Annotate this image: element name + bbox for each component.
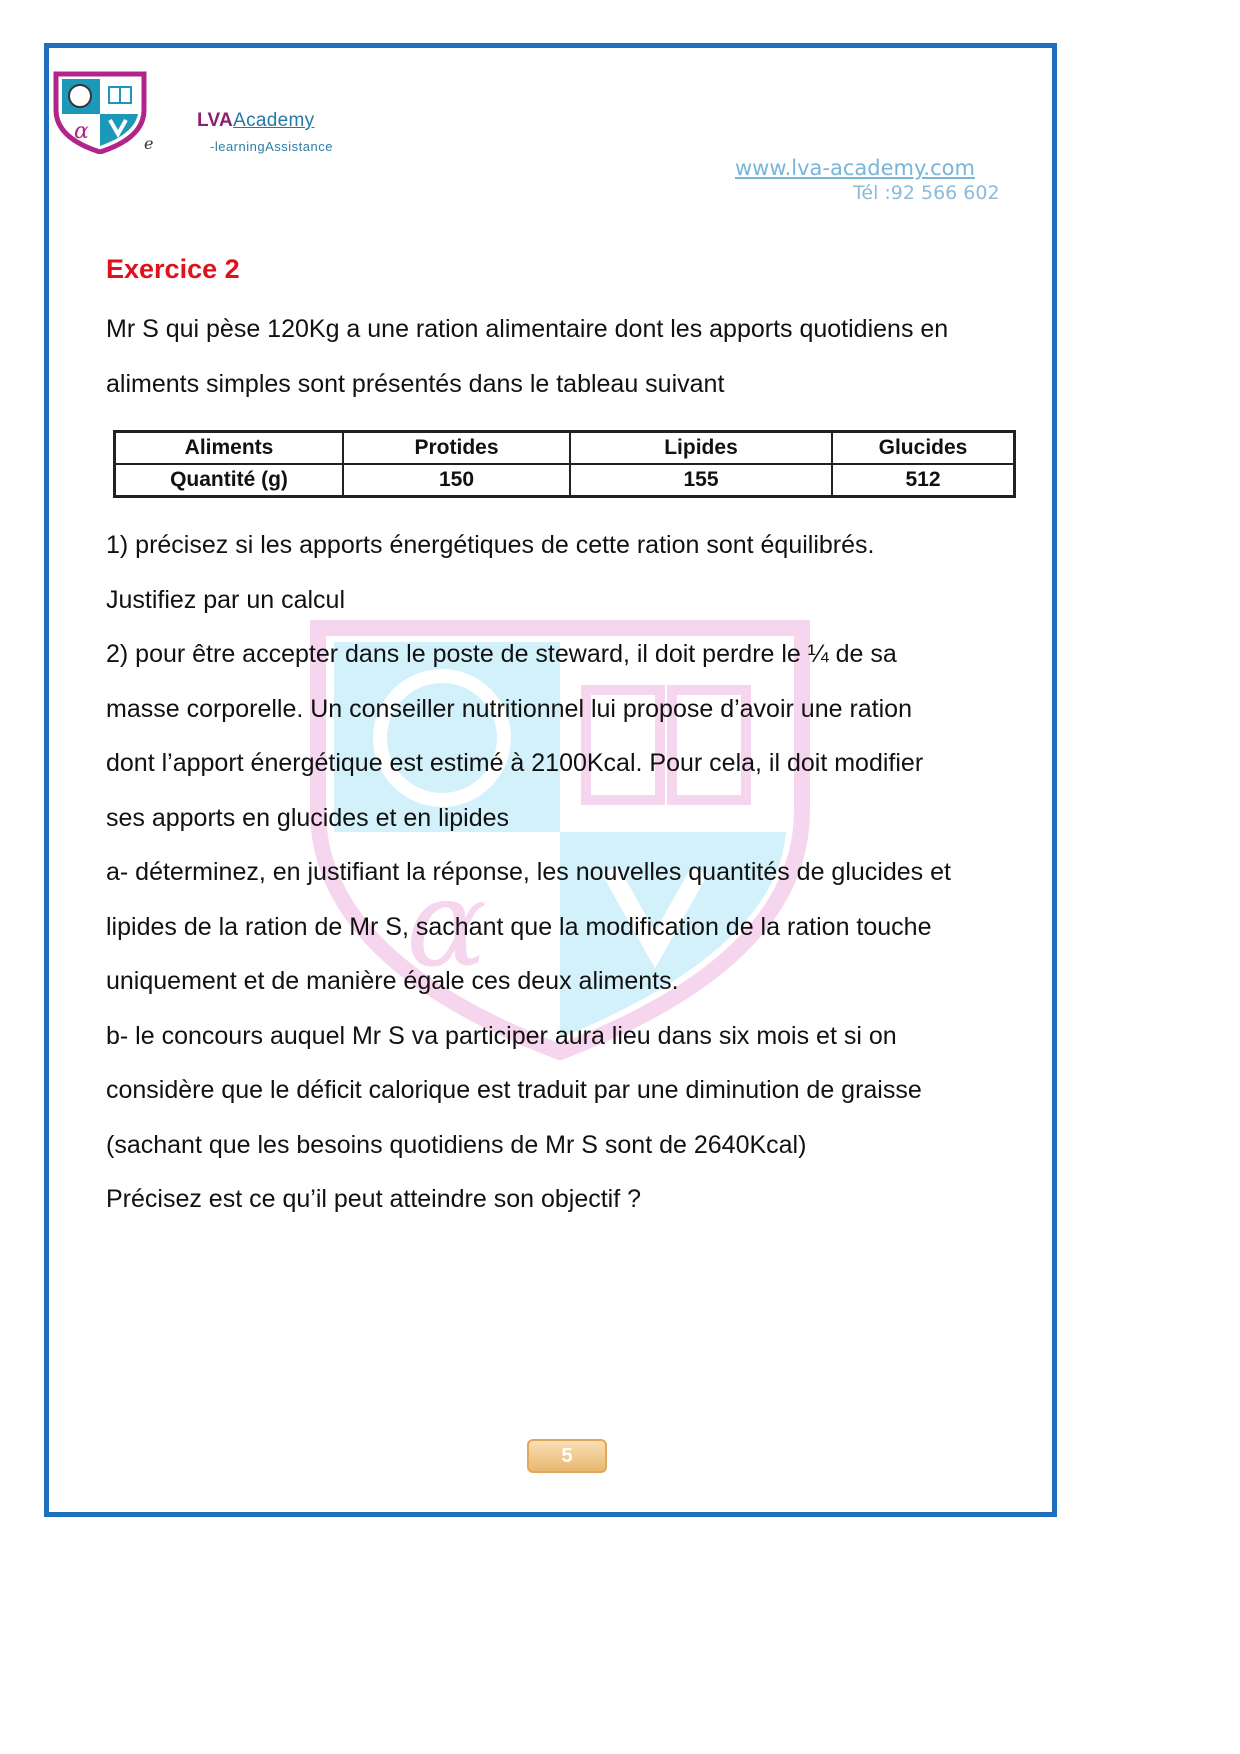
exercise-title: Exercice 2	[106, 254, 240, 284]
question-line: uniquement et de manière égale ces deux aliments.	[106, 967, 679, 995]
table-cell: 512	[832, 464, 1015, 497]
table-header-cell: Aliments	[115, 432, 344, 465]
nutrient-table	[113, 430, 1016, 498]
question-line: a- déterminez, en justifiant la réponse, les nouvelles quantités de glucides et	[106, 858, 951, 886]
question-line: (sachant que les besoins quotidiens de Mr S sont de 2640Kcal)	[106, 1131, 807, 1159]
question-line: 1) précisez si les apports énergétiques de cette ration sont équilibrés.	[106, 531, 875, 559]
table-header-cell: Protides	[343, 432, 570, 465]
lva-academy-logo	[52, 70, 148, 154]
question-line: lipides de la ration de Mr S, sachant que la modification de la ration touche	[106, 913, 932, 941]
intro-line: Mr S qui pèse 120Kg a une ration alimentaire dont les apports quotidiens en	[106, 315, 949, 343]
question-line: dont l’apport énergétique est estimé à 2100Kcal. Pour cela, il doit modifier	[106, 749, 924, 777]
svg-text:α: α	[74, 119, 89, 144]
logo-letter: e	[144, 134, 154, 153]
question-line: ses apports en glucides et en lipides	[106, 804, 510, 832]
table-cell: 150	[343, 464, 570, 497]
brand-academy: Academy	[233, 110, 315, 131]
brand-name	[197, 110, 314, 132]
question-line: Précisez est ce qu’il peut atteindre son objectif ?	[106, 1185, 642, 1213]
svg-text:α: α	[406, 855, 488, 994]
table-header-row	[115, 432, 1015, 465]
question-line: Justifiez par un calcul	[106, 586, 346, 614]
brand-subtitle: -learningAssistance	[210, 139, 333, 154]
phone-number: Tél :92 566 602	[853, 182, 1000, 204]
table-row	[115, 464, 1015, 497]
intro-line: aliments simples sont présentés dans le tableau suivant	[106, 370, 725, 398]
table-header-cell: Lipides	[570, 432, 832, 465]
table-header-cell: Glucides	[832, 432, 1015, 465]
question-line: masse corporelle. Un conseiller nutritionnel lui propose d’avoir une ration	[106, 695, 912, 723]
website-link[interactable]: www.lva-academy.com	[735, 156, 975, 180]
brand-lva: LVA	[197, 110, 234, 131]
page-number-badge: 5	[527, 1439, 607, 1473]
table-cell: 155	[570, 464, 832, 497]
table-cell: Quantité (g)	[115, 464, 344, 497]
question-line: b- le concours auquel Mr S va participer aura lieu dans six mois et si on	[106, 1022, 897, 1050]
question-line: 2) pour être accepter dans le poste de steward, il doit perdre le ¼ de sa	[106, 640, 897, 668]
question-line: considère que le déficit calorique est traduit par une diminution de graisse	[106, 1076, 922, 1104]
